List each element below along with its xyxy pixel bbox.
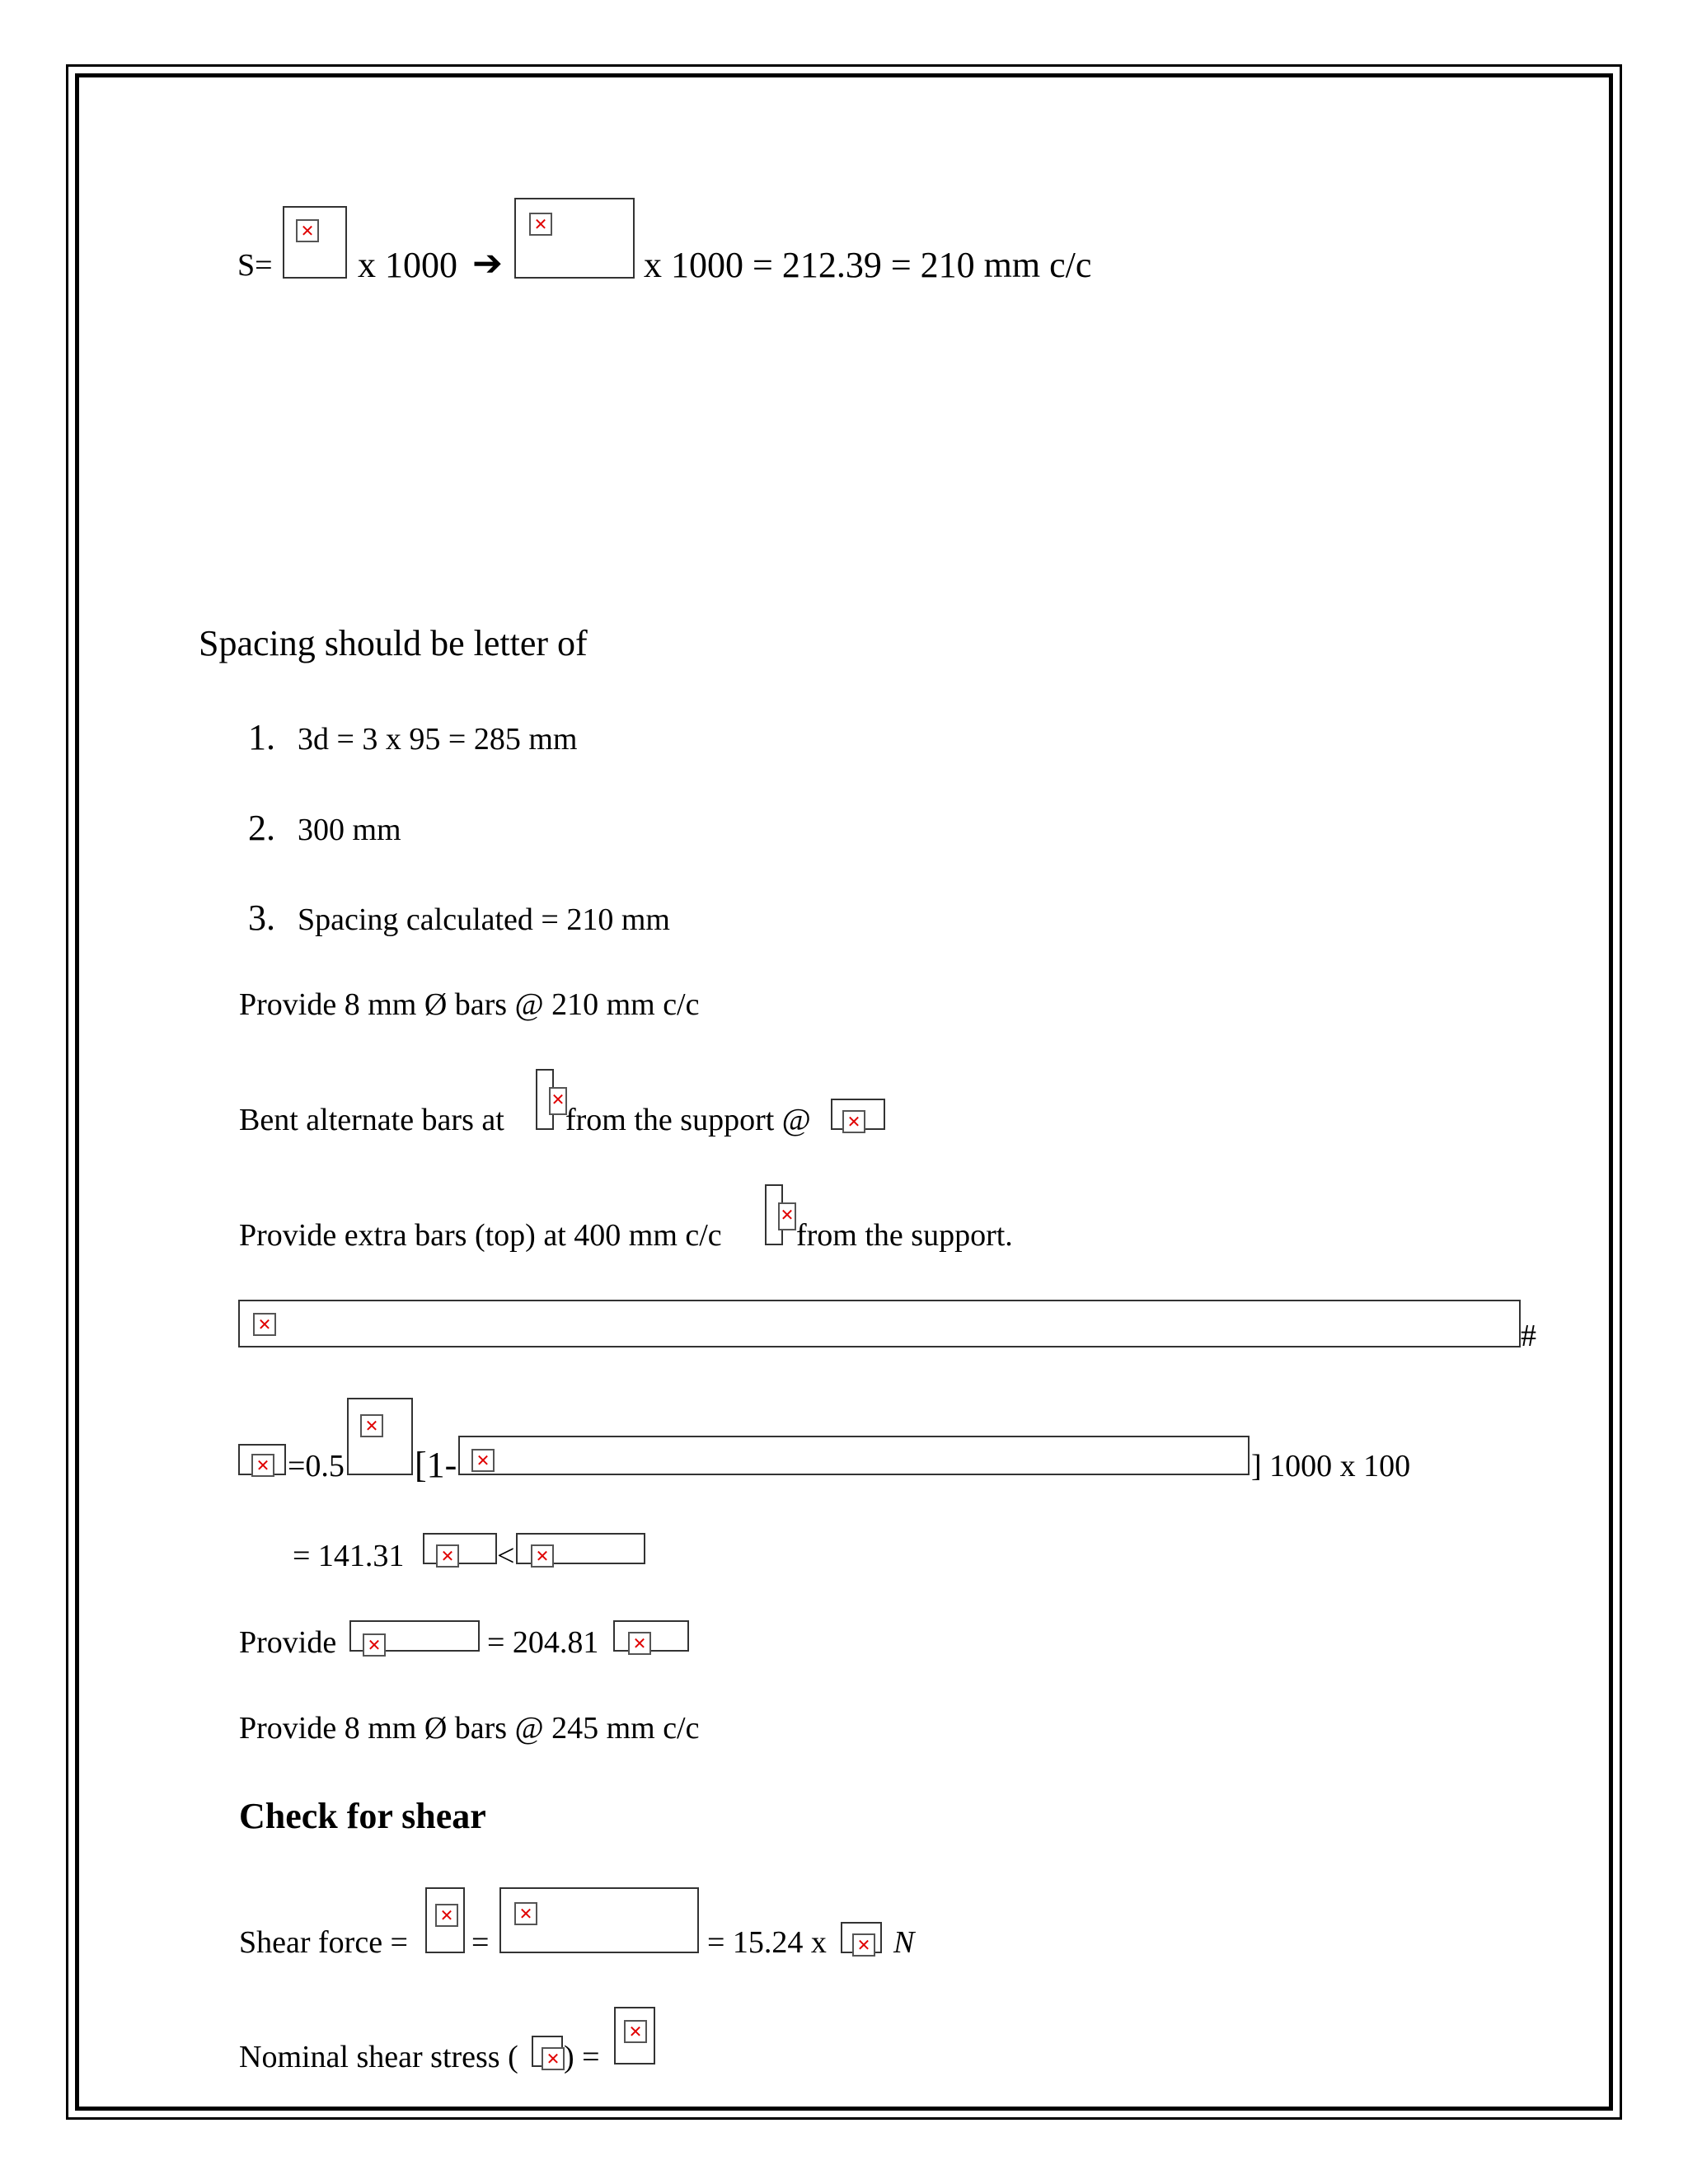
arrow-icon: ➔ — [472, 243, 503, 284]
broken-image-icon: ✕ — [628, 1632, 651, 1655]
formula-image — [613, 1620, 689, 1652]
equals-sign: = — [471, 1925, 490, 1960]
shear-force-value: = 15.24 x — [707, 1925, 827, 1960]
formula-image — [349, 1620, 480, 1655]
broken-image-icon: ✕ — [842, 1110, 865, 1133]
nominal-close: ) = — [564, 2040, 600, 2074]
formula-image — [499, 1887, 699, 1953]
s-equals: S= — [237, 248, 273, 283]
formula-image — [516, 1533, 645, 1564]
formula-image — [238, 1444, 286, 1475]
formula-tail: ] 1000 x 100 — [1251, 1449, 1411, 1483]
formula-image — [831, 1099, 885, 1130]
spacing-heading: Spacing should be letter of — [199, 623, 588, 663]
formula-image — [614, 2007, 655, 2064]
formula-image — [347, 1398, 413, 1475]
times-1000: x 1000 — [358, 245, 457, 285]
formula-image — [423, 1533, 497, 1564]
formula-image — [238, 1300, 1521, 1347]
broken-image-icon: ✕ — [251, 1454, 274, 1477]
broken-image-icon: ✕ — [436, 1544, 459, 1568]
less-than: < — [497, 1539, 515, 1573]
hash-mark: # — [1521, 1319, 1536, 1353]
from-support-text: from the support @ — [565, 1103, 811, 1137]
formula-image — [765, 1184, 795, 1245]
provide-bars-245: Provide 8 mm Ø bars @ 245 mm c/c — [239, 1711, 700, 1746]
broken-image-icon: ✕ — [514, 1902, 537, 1925]
extra-bars-text: Provide extra bars (top) at 400 mm c/c — [239, 1218, 722, 1253]
broken-image-icon: ✕ — [253, 1313, 276, 1336]
broken-image-icon: ✕ — [778, 1202, 796, 1230]
formula-image — [514, 198, 635, 279]
nominal-shear-label: Nominal shear stress ( — [239, 2040, 518, 2074]
broken-image-icon: ✕ — [852, 1933, 875, 1957]
formula-image — [283, 206, 347, 279]
formula-image — [841, 1922, 882, 1953]
formula-image — [425, 1887, 465, 1953]
broken-image-icon: ✕ — [363, 1633, 386, 1657]
section-heading: Check for shear — [239, 1796, 486, 1836]
provide-bars-210: Provide 8 mm Ø bars @ 210 mm c/c — [239, 987, 700, 1022]
broken-image-icon: ✕ — [549, 1087, 567, 1115]
bent-bars-text: Bent alternate bars at — [239, 1103, 504, 1137]
list-item: 300 mm — [298, 813, 401, 847]
list-number: 2. — [248, 808, 275, 848]
formula-image — [458, 1436, 1250, 1475]
formula-image — [536, 1069, 565, 1130]
broken-image-icon: ✕ — [471, 1449, 495, 1472]
broken-image-icon: ✕ — [435, 1904, 458, 1927]
broken-image-icon: ✕ — [529, 213, 552, 236]
list-item: Spacing calculated = 210 mm — [298, 902, 670, 937]
broken-image-icon: ✕ — [624, 2020, 647, 2043]
shear-force-label: Shear force = — [239, 1925, 408, 1960]
broken-image-icon: ✕ — [542, 2047, 565, 2070]
bracket-open: [1- — [415, 1445, 457, 1485]
spacing-result: x 1000 = 212.39 = 210 mm c/c — [644, 245, 1092, 285]
broken-image-icon: ✕ — [531, 1544, 554, 1568]
broken-image-icon: ✕ — [296, 219, 319, 242]
result-141: = 141.31 — [293, 1539, 405, 1573]
from-support-text: from the support. — [796, 1218, 1013, 1253]
formula-eq: =0.5 — [288, 1449, 345, 1483]
list-item: 3d = 3 x 95 = 285 mm — [298, 722, 578, 757]
list-number: 3. — [248, 898, 275, 938]
unit-n: N — [893, 1925, 915, 1960]
provide-value: = 204.81 — [487, 1625, 599, 1660]
list-number: 1. — [248, 717, 275, 757]
formula-image — [532, 2036, 563, 2067]
provide-label: Provide — [239, 1625, 337, 1660]
broken-image-icon: ✕ — [360, 1414, 383, 1437]
